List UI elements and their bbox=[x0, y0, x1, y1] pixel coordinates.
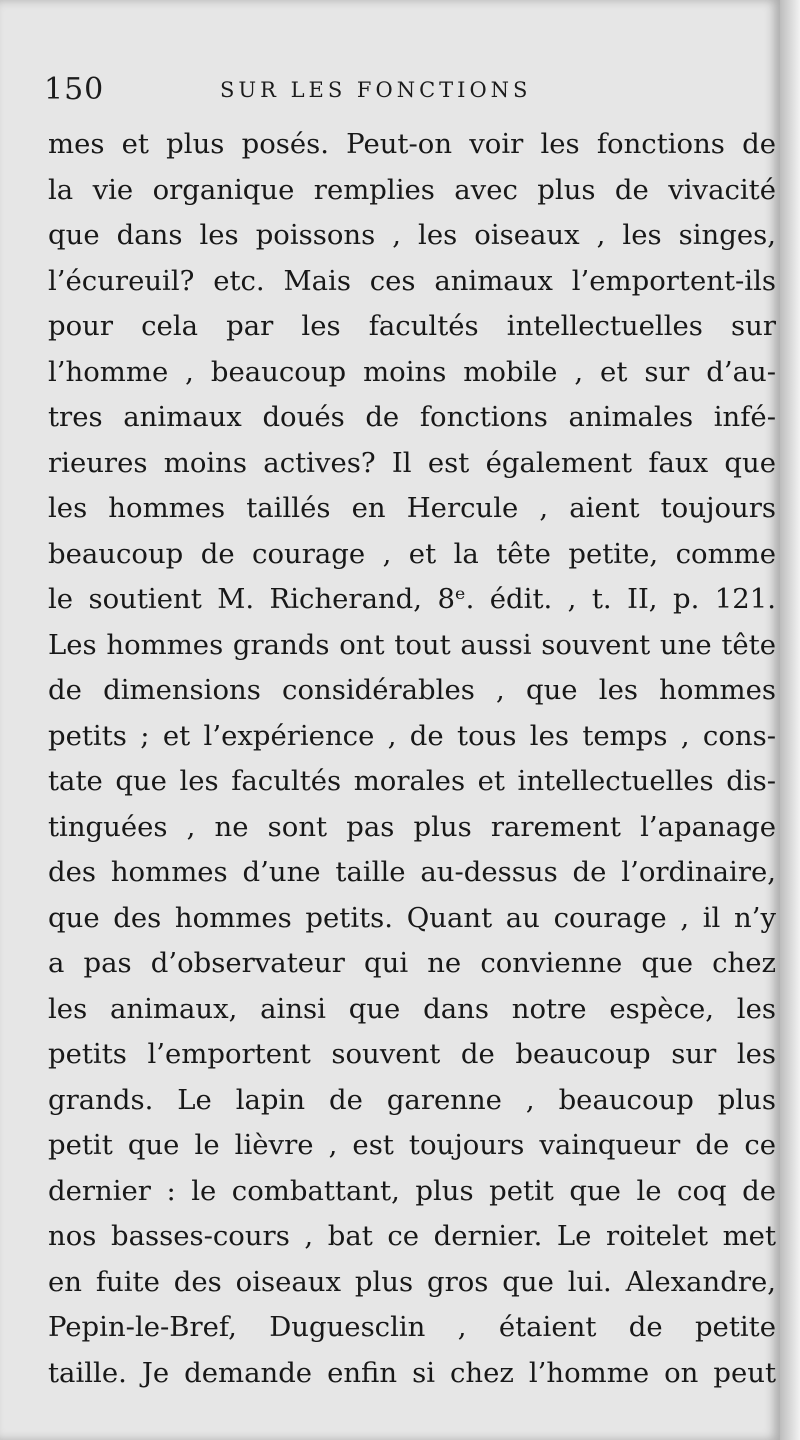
text-line: taille. Je demande enfin si chez l’homme on peut bbox=[48, 1356, 776, 1389]
page-edge bbox=[780, 0, 800, 1440]
text-line: rieures moins actives? Il est également faux que bbox=[48, 446, 776, 479]
text-line: Pepin-le-Bref, Duguesclin , étaient de petite bbox=[48, 1311, 776, 1343]
text-line: de dimensions considérables , que les hommes bbox=[48, 674, 776, 706]
text-line: nos basses-cours , bat ce dernier. Le roitelet met bbox=[48, 1220, 776, 1252]
text-line: la vie organique remplies avec plus de vivacité bbox=[48, 173, 776, 206]
text-line: petit que le lièvre , est toujours vainqueur de ce bbox=[48, 1129, 776, 1161]
text-line: les hommes taillés en Hercule , aient toujours bbox=[48, 492, 776, 524]
text-line: que des hommes petits. Quant au courage , il n’y bbox=[48, 901, 776, 934]
running-head: SUR LES FONCTIONS bbox=[220, 78, 532, 102]
text-line: mes et plus posés. Peut-on voir les fonctions de bbox=[48, 128, 776, 160]
text-line: tinguées , ne sont pas plus rarement l’apanage bbox=[48, 810, 776, 843]
body-text bbox=[48, 122, 776, 1396]
text-line: des hommes d’une taille au-dessus de l’ordinaire, bbox=[48, 856, 776, 888]
text-line: l’homme , beaucoup moins mobile , et sur d’au- bbox=[48, 355, 776, 388]
text-line: tate que les facultés morales et intellectuelles dis- bbox=[48, 765, 776, 797]
text-line: dernier : le combattant, plus petit que le coq de bbox=[48, 1174, 776, 1207]
text-line: pour cela par les facultés intellectuelles sur bbox=[48, 310, 776, 342]
text-line: que dans les poissons , les oiseaux , les singes, bbox=[48, 219, 776, 251]
text-line: tres animaux doués de fonctions animales infé- bbox=[48, 401, 776, 433]
text-line: le soutient M. Richerand, 8ᵉ. édit. , t. II, p. 121. bbox=[48, 583, 776, 615]
text-line: Les hommes grands ont tout aussi souvent une tête bbox=[48, 628, 776, 661]
page-header bbox=[44, 72, 774, 112]
text-line: les animaux, ainsi que dans notre espèce, les bbox=[48, 992, 776, 1025]
text-line: beaucoup de courage , et la tête petite, comme bbox=[48, 537, 776, 570]
text-line: l’écureuil? etc. Mais ces animaux l’emportent-ils bbox=[48, 264, 776, 297]
text-line: en fuite des oiseaux plus gros que lui. Alexandre, bbox=[48, 1265, 776, 1298]
text-line: grands. Le lapin de garenne , beaucoup plus bbox=[48, 1083, 776, 1116]
text-line: a pas d’observateur qui ne convienne que chez bbox=[48, 947, 776, 979]
text-line: petits l’emportent souvent de beaucoup sur les bbox=[48, 1038, 776, 1070]
page-number: 150 bbox=[44, 72, 105, 107]
text-line: petits ; et l’expérience , de tous les temps , cons- bbox=[48, 719, 776, 752]
